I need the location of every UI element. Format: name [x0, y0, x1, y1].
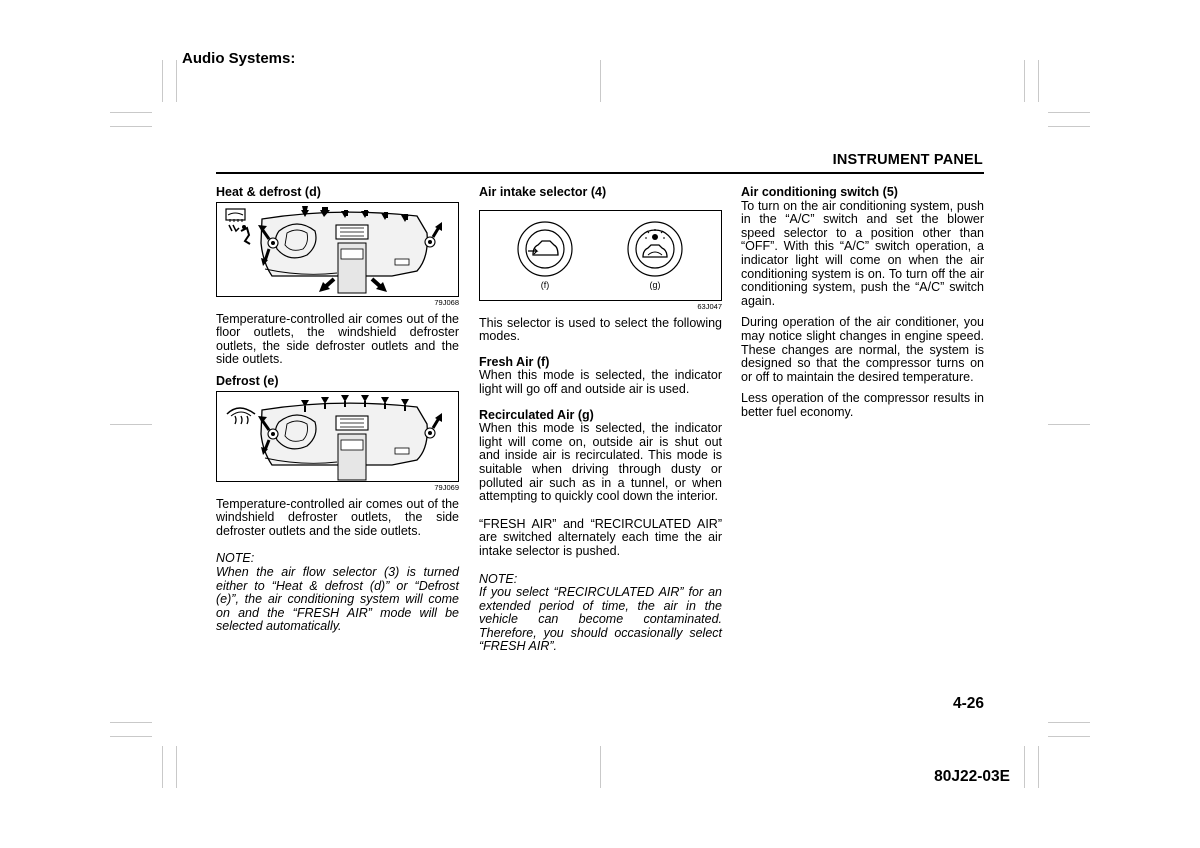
- note-text: When the air flow selector (3) is turned either to “Heat & defrost (d)” or “Defrost (e)”, the air conditioning system will come on and the “FRESH AIR” mode will be selected automatically.: [216, 564, 459, 634]
- defrost-heading: Defrost (e): [216, 373, 279, 388]
- fresh-air-heading: Fresh Air (f): [479, 354, 550, 369]
- dashboard-airflow-illustration: [217, 203, 458, 296]
- ac-switch-text: To turn on the air conditioning system, push in the “A/C” switch and set the blower speed selector to a position other than “OFF”. With this “A/C” switch operation, a indicator light will come on when the air conditioning system is on. To turn off the air conditioning system, push the “A/C” switch again.: [741, 198, 984, 308]
- crop-mark: [1048, 126, 1090, 127]
- operation-text: During operation of the air conditioner, you may notice slight changes in engine speed. These changes are normal, the system is designed so that the compressor turns on or off to maintain the desired temperature.: [741, 315, 984, 384]
- recirculated-air-heading: Recirculated Air (g): [479, 407, 594, 422]
- heat-defrost-text: Temperature-controlled air comes out of the floor outlets, the windshield defroster outlets, the side defroster outlets and the side outlets.: [216, 311, 459, 367]
- crop-mark: [176, 60, 177, 102]
- crop-mark: [162, 60, 163, 102]
- air-intake-heading: Air intake selector (4): [479, 185, 607, 199]
- crop-mark: [1048, 736, 1090, 737]
- ac-switch-heading: Air conditioning switch (5): [741, 185, 898, 199]
- section-header: Audio Systems:: [182, 50, 296, 67]
- fresh-air-text: When this mode is selected, the indicator light will go off and outside air is used.: [479, 368, 722, 396]
- crop-mark: [1024, 60, 1025, 102]
- column-right: [741, 186, 984, 428]
- crop-mark: [600, 746, 601, 788]
- figure-code: 79J068: [434, 297, 459, 307]
- heat-defrost-heading: Heat & defrost (d): [216, 185, 321, 199]
- figure-code: 63J047: [697, 301, 722, 311]
- defrost-text: Temperature-controlled air comes out of the windshield defroster outlets, the side defroster outlets and the side outlets.: [216, 496, 459, 538]
- page-number: 4-26: [952, 695, 984, 712]
- defrost-figure: [216, 391, 459, 482]
- crop-mark: [110, 112, 152, 113]
- crop-mark: [1038, 60, 1039, 102]
- heat-defrost-figure: [216, 202, 459, 297]
- economy-text: Less operation of the compressor results in better fuel economy.: [741, 391, 984, 419]
- crop-mark: [1048, 424, 1090, 425]
- page-title: INSTRUMENT PANEL: [832, 152, 983, 168]
- crop-mark: [176, 746, 177, 788]
- dashboard-airflow-illustration: [217, 392, 458, 481]
- document-code: 80J22-03E: [934, 768, 1010, 785]
- crop-mark: [110, 722, 152, 723]
- crop-mark: [1048, 112, 1090, 113]
- crop-mark: [600, 60, 601, 102]
- crop-mark: [1048, 722, 1090, 723]
- selector-text: This selector is used to select the following modes.: [479, 315, 722, 344]
- column-left: [216, 186, 459, 642]
- crop-mark: [110, 736, 152, 737]
- button-label-g: (g): [649, 279, 661, 290]
- recirculated-air-text: When this mode is selected, the indicator light will come on, outside air is shut out and inside air is recirculated. This mode is suitable when driving through dusty or polluted air such as in a tunnel, or when attempting to quickly cool down the interior.: [479, 421, 722, 504]
- crop-mark: [110, 424, 152, 425]
- figure-code: 79J069: [434, 482, 459, 492]
- title-divider: [216, 172, 984, 174]
- column-middle: [479, 186, 722, 662]
- note-label: NOTE:: [216, 551, 255, 566]
- note-label: NOTE:: [479, 571, 518, 586]
- crop-mark: [110, 126, 152, 127]
- note-text: If you select “RECIRCULATED AIR” for an extended period of time, the air in the vehicle can become contaminated. Therefore, you should occasionally select “FRESH AIR”.: [479, 585, 722, 654]
- air-intake-figure: [479, 210, 722, 301]
- button-label-f: (f): [540, 279, 550, 290]
- alternate-text: “FRESH AIR” and “RECIRCULATED AIR” are switched alternately each time the air intake selector is pushed.: [479, 516, 722, 558]
- crop-mark: [1024, 746, 1025, 788]
- air-intake-buttons-illustration: [480, 211, 721, 300]
- crop-mark: [162, 746, 163, 788]
- crop-mark: [1038, 746, 1039, 788]
